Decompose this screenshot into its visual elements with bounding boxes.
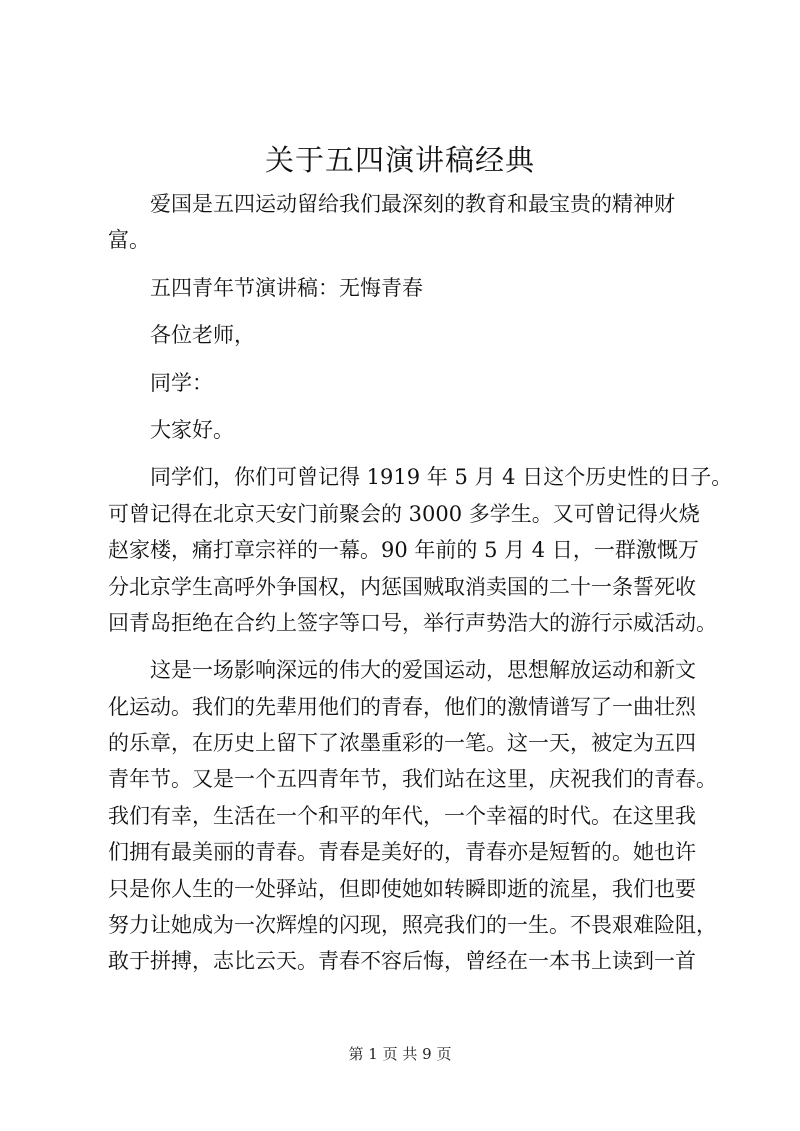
paragraph-gap bbox=[108, 641, 696, 652]
text-line: 们拥有最美丽的青春。青春是美好的，青春亦是短暂的。她也许 bbox=[108, 840, 696, 865]
text-line: 化运动。我们的先辈用他们的青春，他们的激情谱写了一曲壮烈 bbox=[108, 694, 696, 719]
text-line: 努力让她成为一次辉煌的闪现，照亮我们的一生。不畏艰难险阻， bbox=[108, 913, 717, 938]
text-line: 大家好。 bbox=[150, 417, 234, 442]
text-line: 敢于拼搏，志比云天。青春不容后悔，曾经在一本书上读到一首 bbox=[108, 949, 696, 974]
text-line: 这是一场影响深远的伟大的爱国运动，思想解放运动和新文 bbox=[150, 658, 696, 683]
paragraph-gap bbox=[108, 354, 696, 365]
text-line: 可曾记得在北京天安门前聚会的 3000 多学生。又可曾记得火烧 bbox=[108, 501, 700, 526]
text-line: 五四青年节演讲稿：无悔青春 bbox=[150, 275, 423, 300]
text-line: 同学： bbox=[150, 370, 213, 395]
paragraph-gap bbox=[108, 401, 696, 412]
text-line: 爱国是五四运动留给我们最深刻的教育和最宝贵的精神财 bbox=[150, 192, 675, 216]
document-body bbox=[108, 186, 733, 980]
page-footer: 第 1 页 共 9 页 bbox=[348, 1045, 452, 1063]
text-line: 同学们，你们可曾记得 1919 年 5 月 4 日这个历史性的日子。 bbox=[150, 465, 733, 490]
text-line: 只是你人生的一处驿站，但即使她如转瞬即逝的流星，我们也要 bbox=[108, 876, 696, 901]
text-line: 我们有幸，生活在一个和平的年代，一个幸福的时代。在这里我 bbox=[108, 803, 696, 828]
paragraph-gap bbox=[108, 259, 696, 270]
text-line: 各位老师， bbox=[150, 323, 255, 348]
text-line: 的乐章，在历史上留下了浓墨重彩的一笔。这一天，被定为五四 bbox=[108, 731, 696, 756]
text-line: 回青岛拒绝在合约上签字等口号，举行声势浩大的游行示威活动。 bbox=[108, 610, 717, 635]
paragraph-gap bbox=[108, 306, 696, 317]
text-line: 分北京学生高呼外争国权，内惩国贼取消卖国的二十一条誓死收 bbox=[108, 574, 696, 599]
paragraph-gap bbox=[108, 448, 696, 459]
page-title: 关于五四演讲稿经典 bbox=[264, 143, 535, 177]
text-line: 青年节。又是一个五四青年节，我们站在这里，庆祝我们的青春。 bbox=[108, 767, 717, 792]
text-line: 赵家楼，痛打章宗祥的一幕。90 年前的 5 月 4 日，一群激慨万 bbox=[108, 538, 699, 563]
text-line: 富。 bbox=[108, 228, 150, 253]
